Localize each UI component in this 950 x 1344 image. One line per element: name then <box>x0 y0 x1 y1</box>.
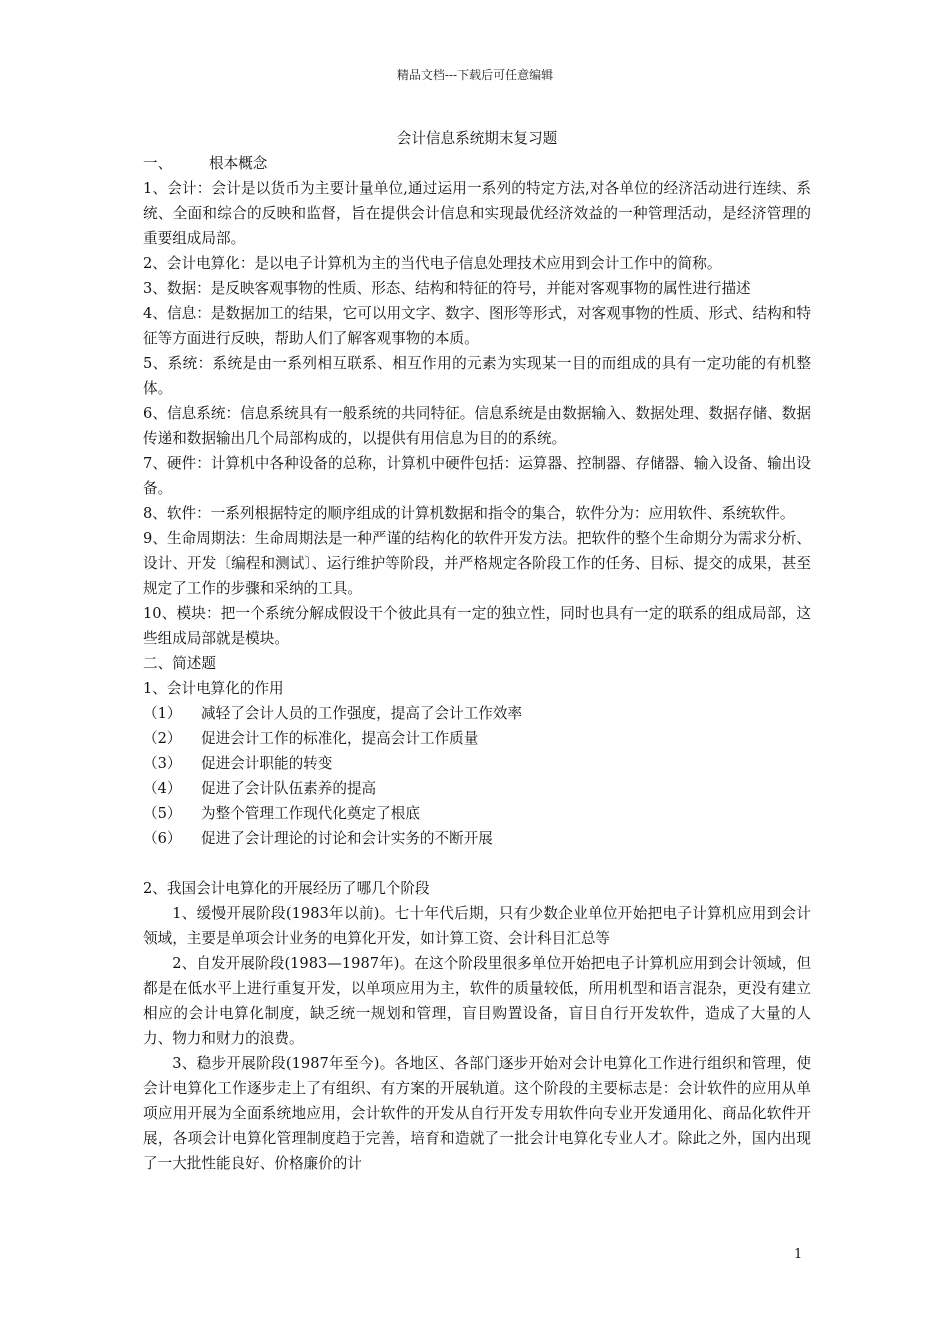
blank-line <box>143 851 811 876</box>
list-item <box>143 751 811 776</box>
list-item-text: 为整个管理工作现代化奠定了根底 <box>201 805 420 822</box>
section-title: 根本概念 <box>209 155 268 172</box>
list-item-number: （1） <box>143 705 182 722</box>
definition-item: 5、系统：系统是由一系列相互联系、相互作用的元素为实现某一目的而组成的具有一定功能的有机整体。 <box>143 355 811 397</box>
section-heading-concepts <box>143 151 811 176</box>
page-header: 精品文档---下载后可任意编辑 <box>396 68 554 82</box>
document-body <box>143 126 811 1176</box>
list-item-text: 减轻了会计人员的工作强度，提高了会计工作效率 <box>201 705 523 722</box>
definition-item: 10、模块：把一个系统分解成假设干个彼此具有一定的独立性，同时也具有一定的联系的组成局部，这些组成局部就是模块。 <box>143 605 811 647</box>
stage-paragraph: 3、稳步开展阶段(1987年至今)。各地区、各部门逐步开始对会计电算化工作进行组织和管理，使会计电算化工作逐步走上了有组织、有方案的开展轨道。这个阶段的主要标志是：会计软件的应用从单项应用开展为全面系统地应用，会计软件的开发从自行开发专用软件向专业开发通用化、商品化软件开展，各项会计电算化管理制度趋于完善，培育和造就了一批会计电算化专业人才。除此之外，国内出现了一大批性能良好、价格廉价的计 <box>143 1055 811 1172</box>
definition-item: 3、数据：是反映客观事物的性质、形态、结构和特征的符号，并能对客观事物的属性进行描述 <box>143 280 751 297</box>
definition-item: 4、信息：是数据加工的结果，它可以用文字、数字、图形等形式，对客观事物的性质、形式、结构和特征等方面进行反映，帮助人们了解客观事物的本质。 <box>143 305 811 347</box>
list-item <box>143 801 811 826</box>
list-item-number: （3） <box>143 755 182 772</box>
list-item-number: （2） <box>143 730 182 747</box>
definition-item: 1、会计：会计是以货币为主要计量单位,通过运用一系列的特定方法,对各单位的经济活动进行连续、系统、全面和综合的反映和监督，旨在提供会计信息和实现最优经济效益的一种管理活动，是经济管理的重要组成局部。 <box>143 180 811 247</box>
list-item-number: （4） <box>143 780 182 797</box>
list-item-number: （5） <box>143 805 182 822</box>
stage-paragraph: 1、缓慢开展阶段(1983年以前)。七十年代后期，只有少数企业单位开始把电子计算机应用到会计领域，主要是单项会计业务的电算化开发，如计算工资、会计科目汇总等 <box>143 905 811 947</box>
question-title: 1、会计电算化的作用 <box>143 680 284 697</box>
list-item <box>143 701 811 726</box>
definition-item: 6、信息系统：信息系统具有一般系统的共同特征。信息系统是由数据输入、数据处理、数据存储、数据传递和数据输出几个局部构成的，以提供有用信息为目的的系统。 <box>143 405 811 447</box>
list-item-text: 促进会计职能的转变 <box>201 755 333 772</box>
list-item <box>143 726 811 751</box>
definition-item: 9、生命周期法：生命周期法是一种严谨的结构化的软件开发方法。把软件的整个生命期分为需求分析、设计、开发〔编程和测试〕、运行维护等阶段，并严格规定各阶段工作的任务、目标、提交的成果，甚至规定了工作的步骤和采纳的工具。 <box>143 530 811 597</box>
document-title: 会计信息系统期末复习题 <box>396 130 558 147</box>
list-item-text: 促进会计工作的标准化，提高会计工作质量 <box>201 730 479 747</box>
list-item-number: （6） <box>143 830 182 847</box>
list-item <box>143 826 811 851</box>
definition-item: 8、软件：一系列根据特定的顺序组成的计算机数据和指令的集合，软件分为：应用软件、系统软件。 <box>143 505 795 522</box>
page-number: 1 <box>794 1247 803 1262</box>
section-heading-short-answer: 二、简述题 <box>143 655 216 672</box>
definition-item: 2、会计电算化：是以电子计算机为主的当代电子信息处理技术应用到会计工作中的简称。 <box>143 255 722 272</box>
definition-item: 7、硬件：计算机中各种设备的总称，计算机中硬件包括：运算器、控制器、存储器、输入设备、输出设备。 <box>143 455 811 497</box>
list-item <box>143 776 811 801</box>
section-number: 一、 <box>143 155 173 172</box>
stage-paragraph: 2、自发开展阶段(1983—1987年)。在这个阶段里很多单位开始把电子计算机应用到会计领域，但都是在低水平上进行重复开发，以单项应用为主，软件的质量较低，所用机型和语言混杂，更没有建立相应的会计电算化制度，缺乏统一规划和管理，盲目购置设备，盲目自行开发软件，造成了大量的人力、物力和财力的浪费。 <box>143 955 811 1047</box>
list-item-text: 促进了会计理论的讨论和会计实务的不断开展 <box>201 830 493 847</box>
question-title: 2、我国会计电算化的开展经历了哪几个阶段 <box>143 880 430 897</box>
list-item-text: 促进了会计队伍素养的提高 <box>201 780 377 797</box>
